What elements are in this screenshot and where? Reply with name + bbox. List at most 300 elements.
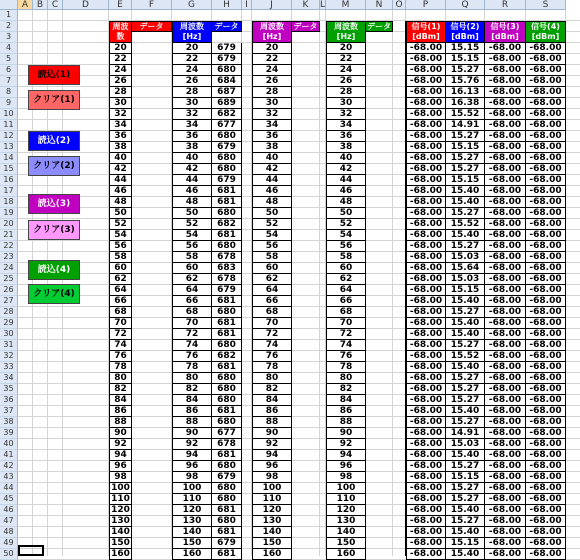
table-cell[interactable]: 684	[212, 76, 242, 87]
row-header[interactable]: 42	[0, 461, 18, 472]
table-cell[interactable]: 76	[172, 351, 212, 362]
table-cell[interactable]: 15.40	[446, 197, 485, 208]
table-cell[interactable]: 50	[326, 208, 366, 219]
table-cell[interactable]: -68.00	[406, 450, 446, 461]
table-cell[interactable]: 62	[109, 274, 132, 285]
table-cell[interactable]: 56	[109, 241, 132, 252]
table-cell[interactable]: -68.00	[406, 340, 446, 351]
column-header-f[interactable]: F	[132, 0, 172, 10]
table-cell[interactable]: 681	[212, 329, 242, 340]
table-cell[interactable]: 160	[252, 549, 292, 560]
table-cell[interactable]: -68.00	[526, 505, 566, 516]
table-cell[interactable]: 22	[326, 54, 366, 65]
table-cell[interactable]: -68.00	[485, 395, 526, 406]
table-cell[interactable]: 681	[212, 230, 242, 241]
table-cell[interactable]: 679	[212, 175, 242, 186]
table-cell[interactable]: 72	[172, 329, 212, 340]
table-cell[interactable]: 679	[212, 43, 242, 54]
table-cell[interactable]: 680	[212, 208, 242, 219]
table-cell[interactable]: 84	[252, 395, 292, 406]
table-cell[interactable]: 14.91	[446, 428, 485, 439]
table-cell[interactable]: -68.00	[485, 131, 526, 142]
table-cell[interactable]: 679	[212, 285, 242, 296]
table-cell[interactable]: -68.00	[406, 549, 446, 560]
table-cell[interactable]: 28	[326, 87, 366, 98]
table-cell[interactable]: 32	[109, 109, 132, 120]
table-cell[interactable]: 15.52	[446, 109, 485, 120]
table-cell[interactable]: 14.91	[446, 120, 485, 131]
table-cell[interactable]: 28	[172, 87, 212, 98]
table-cell[interactable]: 80	[326, 373, 366, 384]
table-cell[interactable]: 30	[252, 98, 292, 109]
table-cell[interactable]: 20	[252, 43, 292, 54]
table-cell[interactable]: -68.00	[526, 109, 566, 120]
table-cell[interactable]: 680	[212, 417, 242, 428]
table-cell[interactable]: 678	[212, 274, 242, 285]
table-cell[interactable]: -68.00	[485, 362, 526, 373]
table-cell[interactable]: -68.00	[406, 329, 446, 340]
table-cell[interactable]: 62	[252, 274, 292, 285]
table-cell[interactable]: 52	[326, 219, 366, 230]
table-cell[interactable]: 100	[172, 483, 212, 494]
table-cell[interactable]: 26	[109, 76, 132, 87]
table-cell[interactable]: 56	[172, 241, 212, 252]
table-cell[interactable]: -68.00	[526, 208, 566, 219]
row-header[interactable]: 35	[0, 384, 18, 395]
table-cell[interactable]: -68.00	[406, 164, 446, 175]
table-cell[interactable]: 680	[212, 340, 242, 351]
table-cell[interactable]: 679	[212, 54, 242, 65]
table-cell[interactable]: -68.00	[485, 406, 526, 417]
column-header-k[interactable]: K	[292, 0, 320, 10]
table-cell[interactable]: 84	[109, 395, 132, 406]
table-cell[interactable]: 62	[326, 274, 366, 285]
table-cell[interactable]: -68.00	[485, 87, 526, 98]
table-cell[interactable]: 66	[172, 296, 212, 307]
table-cell[interactable]: -68.00	[526, 406, 566, 417]
table-cell[interactable]: 15.40	[446, 296, 485, 307]
table-cell[interactable]: 680	[212, 241, 242, 252]
row-header[interactable]: 4	[0, 43, 18, 54]
table-cell[interactable]: 15.03	[446, 439, 485, 450]
table-cell[interactable]: 140	[109, 527, 132, 538]
row-header[interactable]: 13	[0, 142, 18, 153]
table-cell[interactable]: -68.00	[406, 131, 446, 142]
table-cell[interactable]: 34	[172, 120, 212, 131]
table-cell[interactable]: -68.00	[406, 87, 446, 98]
table-cell[interactable]: -68.00	[526, 43, 566, 54]
table-cell[interactable]: -68.00	[526, 362, 566, 373]
table-cell[interactable]: -68.00	[406, 153, 446, 164]
row-header[interactable]: 26	[0, 285, 18, 296]
table-cell[interactable]: -68.00	[406, 516, 446, 527]
column-header-r[interactable]: R	[485, 0, 526, 10]
table-cell[interactable]: -68.00	[526, 98, 566, 109]
table-cell[interactable]: -68.00	[526, 230, 566, 241]
table-cell[interactable]: 150	[172, 538, 212, 549]
row-header[interactable]: 34	[0, 373, 18, 384]
table-cell[interactable]: -68.00	[485, 340, 526, 351]
table-cell[interactable]: 120	[109, 505, 132, 516]
table-cell[interactable]: -68.00	[406, 428, 446, 439]
table-cell[interactable]: -68.00	[406, 142, 446, 153]
column-header-c[interactable]: C	[48, 0, 63, 10]
table-cell[interactable]: -68.00	[485, 208, 526, 219]
table-cell[interactable]: 88	[326, 417, 366, 428]
table-cell[interactable]: 15.15	[446, 472, 485, 483]
table-cell[interactable]: 82	[109, 384, 132, 395]
table-cell[interactable]: 40	[109, 153, 132, 164]
table-cell[interactable]: 100	[109, 483, 132, 494]
table-cell[interactable]: -68.00	[406, 351, 446, 362]
table-cell[interactable]: 681	[212, 186, 242, 197]
table-cell[interactable]: 42	[172, 164, 212, 175]
table-cell[interactable]: 130	[252, 516, 292, 527]
table-cell[interactable]: -68.00	[406, 274, 446, 285]
table-cell[interactable]: -68.00	[485, 527, 526, 538]
column-header-b[interactable]: B	[33, 0, 48, 10]
row-header[interactable]: 12	[0, 131, 18, 142]
table-cell[interactable]: 36	[172, 131, 212, 142]
table-cell[interactable]: 681	[212, 318, 242, 329]
column-header-o[interactable]: O	[393, 0, 406, 10]
table-cell[interactable]: 15.03	[446, 274, 485, 285]
table-cell[interactable]: 82	[326, 384, 366, 395]
table-cell[interactable]: 58	[172, 252, 212, 263]
table-cell[interactable]: 66	[326, 296, 366, 307]
select-all-corner[interactable]	[0, 0, 18, 10]
table-cell[interactable]: 680	[212, 373, 242, 384]
table-cell[interactable]: 80	[252, 373, 292, 384]
table-cell[interactable]: -68.00	[406, 318, 446, 329]
table-cell[interactable]: -68.00	[485, 472, 526, 483]
table-cell[interactable]: 88	[109, 417, 132, 428]
table-cell[interactable]: 681	[212, 527, 242, 538]
table-cell[interactable]: 15.27	[446, 164, 485, 175]
table-cell[interactable]: 680	[212, 384, 242, 395]
table-cell[interactable]: 76	[109, 351, 132, 362]
table-cell[interactable]: -68.00	[526, 494, 566, 505]
table-cell[interactable]: -68.00	[485, 186, 526, 197]
column-header-l[interactable]: L	[320, 0, 326, 10]
row-header[interactable]: 10	[0, 109, 18, 120]
table-cell[interactable]: -68.00	[526, 175, 566, 186]
table-cell[interactable]: -68.00	[485, 252, 526, 263]
table-cell[interactable]: 94	[252, 450, 292, 461]
table-cell[interactable]: -68.00	[406, 241, 446, 252]
table-cell[interactable]: 130	[172, 516, 212, 527]
table-cell[interactable]: 90	[109, 428, 132, 439]
table-cell[interactable]: 26	[326, 76, 366, 87]
column-header-s[interactable]: S	[526, 0, 566, 10]
table-cell[interactable]: 34	[109, 120, 132, 131]
column-header-g[interactable]: G	[172, 0, 212, 10]
table-cell[interactable]: -68.00	[406, 252, 446, 263]
row-header[interactable]: 29	[0, 318, 18, 329]
table-cell[interactable]: 58	[326, 252, 366, 263]
table-cell[interactable]: 120	[252, 505, 292, 516]
table-cell[interactable]: 60	[172, 263, 212, 274]
table-cell[interactable]: 679	[212, 538, 242, 549]
table-cell[interactable]: 70	[252, 318, 292, 329]
table-cell[interactable]: -68.00	[485, 428, 526, 439]
table-cell[interactable]: 50	[252, 208, 292, 219]
load-button-3[interactable]: 読込(3)	[28, 194, 80, 214]
table-cell[interactable]: -68.00	[526, 65, 566, 76]
row-header[interactable]: 21	[0, 230, 18, 241]
row-header[interactable]: 7	[0, 76, 18, 87]
table-cell[interactable]: 68	[109, 307, 132, 318]
table-cell[interactable]: -68.00	[485, 241, 526, 252]
table-cell[interactable]: 58	[109, 252, 132, 263]
table-cell[interactable]: 86	[252, 406, 292, 417]
table-cell[interactable]: 15.40	[446, 527, 485, 538]
active-cell[interactable]	[18, 545, 44, 556]
table-cell[interactable]: 64	[252, 285, 292, 296]
table-cell[interactable]: 140	[252, 527, 292, 538]
table-cell[interactable]: 677	[212, 428, 242, 439]
table-cell[interactable]: -68.00	[526, 120, 566, 131]
table-cell[interactable]: 20	[326, 43, 366, 54]
table-cell[interactable]: 46	[109, 186, 132, 197]
table-cell[interactable]: 94	[172, 450, 212, 461]
table-cell[interactable]: -68.00	[406, 439, 446, 450]
table-cell[interactable]: 22	[252, 54, 292, 65]
table-cell[interactable]: 680	[212, 307, 242, 318]
table-cell[interactable]: -68.00	[485, 54, 526, 65]
table-cell[interactable]: -68.00	[526, 329, 566, 340]
table-cell[interactable]: -68.00	[526, 54, 566, 65]
table-cell[interactable]: 680	[212, 131, 242, 142]
table-cell[interactable]: 42	[109, 164, 132, 175]
table-cell[interactable]: 78	[326, 362, 366, 373]
table-cell[interactable]: 98	[109, 472, 132, 483]
table-cell[interactable]: 689	[212, 98, 242, 109]
table-cell[interactable]: -68.00	[406, 296, 446, 307]
table-cell[interactable]: 48	[326, 197, 366, 208]
table-cell[interactable]: 92	[326, 439, 366, 450]
table-cell[interactable]: 140	[326, 527, 366, 538]
table-cell[interactable]: -68.00	[485, 43, 526, 54]
table-cell[interactable]: -68.00	[526, 538, 566, 549]
table-cell[interactable]: 46	[326, 186, 366, 197]
table-cell[interactable]: 20	[109, 43, 132, 54]
table-cell[interactable]: 76	[252, 351, 292, 362]
table-cell[interactable]: 78	[172, 362, 212, 373]
table-cell[interactable]: 120	[326, 505, 366, 516]
table-cell[interactable]: 36	[252, 131, 292, 142]
table-cell[interactable]: 15.15	[446, 54, 485, 65]
table-cell[interactable]: -68.00	[485, 494, 526, 505]
row-header[interactable]: 17	[0, 186, 18, 197]
table-cell[interactable]: -68.00	[485, 538, 526, 549]
row-header[interactable]: 6	[0, 65, 18, 76]
table-cell[interactable]: -68.00	[526, 142, 566, 153]
table-cell[interactable]: 74	[109, 340, 132, 351]
clear-button-3[interactable]: クリア(3)	[28, 220, 80, 240]
table-cell[interactable]: 15.15	[446, 175, 485, 186]
table-cell[interactable]: -68.00	[485, 153, 526, 164]
table-cell[interactable]: -68.00	[485, 263, 526, 274]
table-cell[interactable]: 15.40	[446, 505, 485, 516]
table-cell[interactable]: -68.00	[526, 76, 566, 87]
table-cell[interactable]: -68.00	[485, 351, 526, 362]
table-cell[interactable]: -68.00	[485, 384, 526, 395]
table-cell[interactable]: -68.00	[406, 120, 446, 131]
table-cell[interactable]: -68.00	[526, 384, 566, 395]
table-cell[interactable]: 94	[326, 450, 366, 461]
table-cell[interactable]: 15.27	[446, 340, 485, 351]
table-cell[interactable]: 160	[109, 549, 132, 560]
table-cell[interactable]: 677	[212, 120, 242, 131]
table-cell[interactable]: 78	[252, 362, 292, 373]
table-cell[interactable]: 15.03	[446, 252, 485, 263]
table-cell[interactable]: 15.27	[446, 241, 485, 252]
table-cell[interactable]: 681	[212, 406, 242, 417]
table-cell[interactable]: 60	[252, 263, 292, 274]
table-cell[interactable]: -68.00	[526, 417, 566, 428]
table-cell[interactable]: 140	[172, 527, 212, 538]
row-header[interactable]: 14	[0, 153, 18, 164]
table-cell[interactable]: 44	[109, 175, 132, 186]
table-cell[interactable]: 68	[252, 307, 292, 318]
table-cell[interactable]: 74	[252, 340, 292, 351]
column-header-n[interactable]: N	[366, 0, 393, 10]
table-cell[interactable]: -68.00	[485, 318, 526, 329]
row-header[interactable]: 28	[0, 307, 18, 318]
table-cell[interactable]: -68.00	[406, 43, 446, 54]
row-header[interactable]: 36	[0, 395, 18, 406]
table-cell[interactable]: -68.00	[406, 373, 446, 384]
table-cell[interactable]: 15.15	[446, 43, 485, 54]
table-cell[interactable]: 68	[172, 307, 212, 318]
row-header[interactable]: 38	[0, 417, 18, 428]
column-header-m[interactable]: M	[326, 0, 366, 10]
table-cell[interactable]: 24	[326, 65, 366, 76]
table-cell[interactable]: 679	[212, 142, 242, 153]
table-cell[interactable]: 15.40	[446, 318, 485, 329]
table-cell[interactable]: 38	[109, 142, 132, 153]
row-header[interactable]: 43	[0, 472, 18, 483]
clear-button-1[interactable]: クリア(1)	[28, 90, 80, 110]
table-cell[interactable]: 679	[212, 472, 242, 483]
row-header[interactable]: 18	[0, 197, 18, 208]
table-cell[interactable]: 15.27	[446, 373, 485, 384]
table-cell[interactable]: 15.15	[446, 142, 485, 153]
table-cell[interactable]: 66	[109, 296, 132, 307]
table-cell[interactable]: 15.27	[446, 483, 485, 494]
table-cell[interactable]: 680	[212, 153, 242, 164]
table-cell[interactable]: -68.00	[526, 549, 566, 560]
table-cell[interactable]: 96	[326, 461, 366, 472]
table-cell[interactable]: 15.27	[446, 395, 485, 406]
table-cell[interactable]: 680	[212, 164, 242, 175]
table-cell[interactable]: 15.27	[446, 516, 485, 527]
table-cell[interactable]: 96	[172, 461, 212, 472]
table-cell[interactable]: 98	[252, 472, 292, 483]
table-cell[interactable]: 76	[326, 351, 366, 362]
row-header[interactable]: 32	[0, 351, 18, 362]
table-cell[interactable]: 678	[212, 439, 242, 450]
table-cell[interactable]: -68.00	[406, 230, 446, 241]
table-cell[interactable]: -68.00	[485, 285, 526, 296]
table-cell[interactable]: 110	[252, 494, 292, 505]
table-cell[interactable]: -68.00	[526, 252, 566, 263]
table-cell[interactable]: -68.00	[485, 373, 526, 384]
table-cell[interactable]: -68.00	[406, 98, 446, 109]
table-cell[interactable]: 54	[252, 230, 292, 241]
table-cell[interactable]: 120	[172, 505, 212, 516]
table-cell[interactable]: -68.00	[485, 65, 526, 76]
table-cell[interactable]: -68.00	[526, 472, 566, 483]
table-cell[interactable]: -68.00	[485, 450, 526, 461]
table-cell[interactable]: 52	[172, 219, 212, 230]
table-cell[interactable]: -68.00	[526, 87, 566, 98]
table-cell[interactable]: 15.40	[446, 362, 485, 373]
table-cell[interactable]: 32	[172, 109, 212, 120]
table-cell[interactable]: 56	[252, 241, 292, 252]
table-cell[interactable]: 40	[326, 153, 366, 164]
table-cell[interactable]: -68.00	[406, 175, 446, 186]
clear-button-2[interactable]: クリア(2)	[28, 156, 80, 176]
row-header[interactable]: 3	[0, 32, 18, 43]
table-cell[interactable]: 680	[212, 483, 242, 494]
table-cell[interactable]: -68.00	[485, 417, 526, 428]
table-cell[interactable]: 44	[326, 175, 366, 186]
row-header[interactable]: 33	[0, 362, 18, 373]
table-cell[interactable]: -68.00	[485, 175, 526, 186]
table-cell[interactable]: -68.00	[526, 461, 566, 472]
table-cell[interactable]: -68.00	[526, 197, 566, 208]
table-cell[interactable]: 682	[212, 219, 242, 230]
table-cell[interactable]: 66	[252, 296, 292, 307]
table-cell[interactable]: -68.00	[485, 142, 526, 153]
table-cell[interactable]: -68.00	[406, 494, 446, 505]
row-header[interactable]: 2	[0, 21, 18, 32]
table-cell[interactable]: 64	[326, 285, 366, 296]
table-cell[interactable]: -68.00	[485, 120, 526, 131]
table-cell[interactable]: 92	[172, 439, 212, 450]
row-header[interactable]: 1	[0, 10, 18, 21]
table-cell[interactable]: 86	[326, 406, 366, 417]
table-cell[interactable]: -68.00	[406, 395, 446, 406]
table-cell[interactable]: 15.15	[446, 538, 485, 549]
row-header[interactable]: 31	[0, 340, 18, 351]
column-header-j[interactable]: J	[252, 0, 292, 10]
table-cell[interactable]: 15.27	[446, 494, 485, 505]
table-cell[interactable]: 72	[252, 329, 292, 340]
table-cell[interactable]: -68.00	[406, 65, 446, 76]
table-cell[interactable]: 26	[252, 76, 292, 87]
column-header-e[interactable]: E	[109, 0, 132, 10]
table-cell[interactable]: 678	[212, 252, 242, 263]
table-cell[interactable]: -68.00	[485, 307, 526, 318]
table-cell[interactable]: 30	[326, 98, 366, 109]
table-cell[interactable]: 94	[109, 450, 132, 461]
column-header-h[interactable]: H	[212, 0, 242, 10]
row-header[interactable]: 27	[0, 296, 18, 307]
table-cell[interactable]: 15.27	[446, 307, 485, 318]
table-cell[interactable]: 80	[172, 373, 212, 384]
table-cell[interactable]: 26	[172, 76, 212, 87]
table-cell[interactable]: 88	[172, 417, 212, 428]
row-header[interactable]: 5	[0, 54, 18, 65]
table-cell[interactable]: 70	[109, 318, 132, 329]
table-cell[interactable]: 48	[109, 197, 132, 208]
table-cell[interactable]: 40	[172, 153, 212, 164]
table-cell[interactable]: 46	[172, 186, 212, 197]
table-cell[interactable]: 52	[109, 219, 132, 230]
